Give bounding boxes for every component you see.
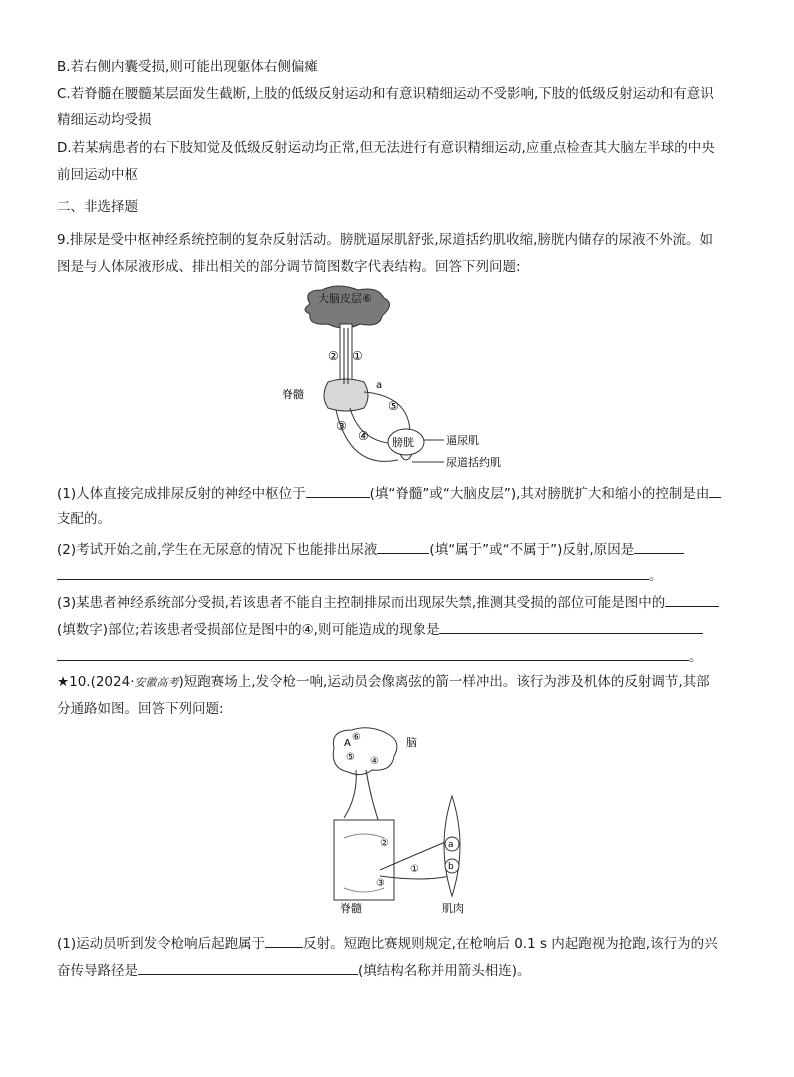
label-5: ⑤	[388, 399, 399, 413]
label-4b: ④	[370, 756, 379, 767]
section-heading: 二、非选择题	[57, 199, 138, 215]
q8-option-b: B.若右侧内囊受损,则可能出现躯体右侧偏瘫	[57, 59, 318, 75]
label-1b: ①	[410, 864, 419, 875]
q8-option-c-line2: 精细运动均受损	[57, 112, 152, 128]
label-a-muscle: a	[448, 840, 454, 850]
q8-option-d-line2: 前回运动中枢	[57, 167, 138, 183]
answer-blank[interactable]	[439, 619, 703, 634]
label-a: a	[376, 380, 383, 391]
detrusor-label: 逼尿肌	[446, 434, 479, 447]
spinal-cord-column	[340, 324, 352, 386]
answer-blank[interactable]	[57, 646, 689, 661]
q9-part1-line1: (1)人体直接完成排尿反射的神经中枢位于 (填“脊髓”或“大脑皮层”),其对膀胱扩大和缩小的控制是由	[57, 483, 721, 503]
q10-stem-line1: ★10.(2024·安徽高考)短跑赛场上,发令枪一响,运动员会像离弦的箭一样冲出。该行为涉及机体的反射调节,其部	[57, 674, 710, 690]
cord-label: 脊髓	[282, 388, 304, 401]
bladder-label: 膀胱	[392, 436, 414, 449]
brain-shape	[333, 728, 397, 775]
answer-blank[interactable]	[138, 960, 358, 975]
q9-stem-line2: 图是与人体尿液形成、排出相关的部分调节简图数字代表结构。回答下列问题:	[57, 259, 521, 275]
label-3: ③	[336, 419, 347, 433]
source-tag: 安徽高考	[134, 676, 179, 689]
q9-figure	[280, 284, 520, 474]
answer-blank[interactable]	[709, 483, 721, 498]
answer-blank[interactable]	[665, 592, 719, 607]
cord-label-q10: 脊髓	[340, 902, 362, 914]
q9-part2-line2: 。	[57, 565, 663, 585]
label-2b: ②	[380, 838, 389, 849]
q8-option-c-line1: C.若脊髓在腰髓某层面发生截断,上肢的低级反射运动和有意识精细运动不受影响,下肢的低级反射运动和有意识	[57, 86, 714, 102]
answer-blank[interactable]	[57, 565, 649, 580]
muscle-label: 肌肉	[442, 902, 464, 914]
sphincter-label: 尿道括约肌	[446, 456, 501, 469]
answer-blank[interactable]	[306, 483, 370, 498]
label-b-muscle: b	[448, 862, 454, 872]
q9-part2-line1: (2)考试开始之前,学生在无尿意的情况下也能排出尿液 (填“属于”或“不属于”)反射,原因是	[57, 539, 684, 559]
label-2: ②	[328, 349, 339, 363]
star-icon: ★	[57, 674, 70, 690]
answer-blank[interactable]	[634, 539, 684, 554]
q9-part3-line3: 。	[57, 646, 703, 666]
q10-part1-line2: 奋传导路径是 (填结构名称并用箭头相连)。	[57, 960, 531, 980]
q9-stem-line1: 9.排尿是受中枢神经系统控制的复杂反射活动。膀胱逼尿肌舒张,尿道括约肌收缩,膀胱内储存的尿液不外流。如	[57, 232, 713, 248]
answer-blank[interactable]	[377, 539, 429, 554]
q10-stem-line2: 分通路如图。回答下列问题:	[57, 701, 224, 717]
label-1: ①	[352, 349, 363, 363]
q9-part3-line1: (3)某患者神经系统部分受损,若该患者不能自主控制排尿而出现尿失禁,推测其受损的部位可能是图中的	[57, 592, 719, 612]
spinal-cord-section	[324, 379, 368, 411]
label-6: ⑥	[352, 732, 361, 743]
brain-label: 脑	[406, 736, 417, 749]
cortex-label: 大脑皮层⑥	[318, 292, 372, 305]
spinal-cord-box	[334, 820, 394, 900]
label-4: ④	[358, 429, 369, 443]
label-3b: ③	[376, 878, 385, 889]
q9-part1-line2: 支配的。	[57, 511, 111, 527]
q9-part3-line2: (填数字)部位;若该患者受损部位是图中的④,则可能造成的现象是	[57, 619, 703, 639]
q10-part1-line1: (1)运动员听到发令枪响后起跑属于 反射。短跑比赛规则规定,在枪响后 0.1 s 内起跑视为抢跑,该行为的兴	[57, 933, 718, 953]
label-A: A	[344, 738, 351, 749]
label-5b: ⑤	[346, 752, 355, 763]
answer-blank[interactable]	[265, 933, 303, 948]
q8-option-d-line1: D.若某病患者的右下肢知觉及低级反射运动均正常,但无法进行有意识精细运动,应重点检查其大脑左半球的中央	[57, 140, 715, 156]
q10-figure	[322, 726, 502, 914]
